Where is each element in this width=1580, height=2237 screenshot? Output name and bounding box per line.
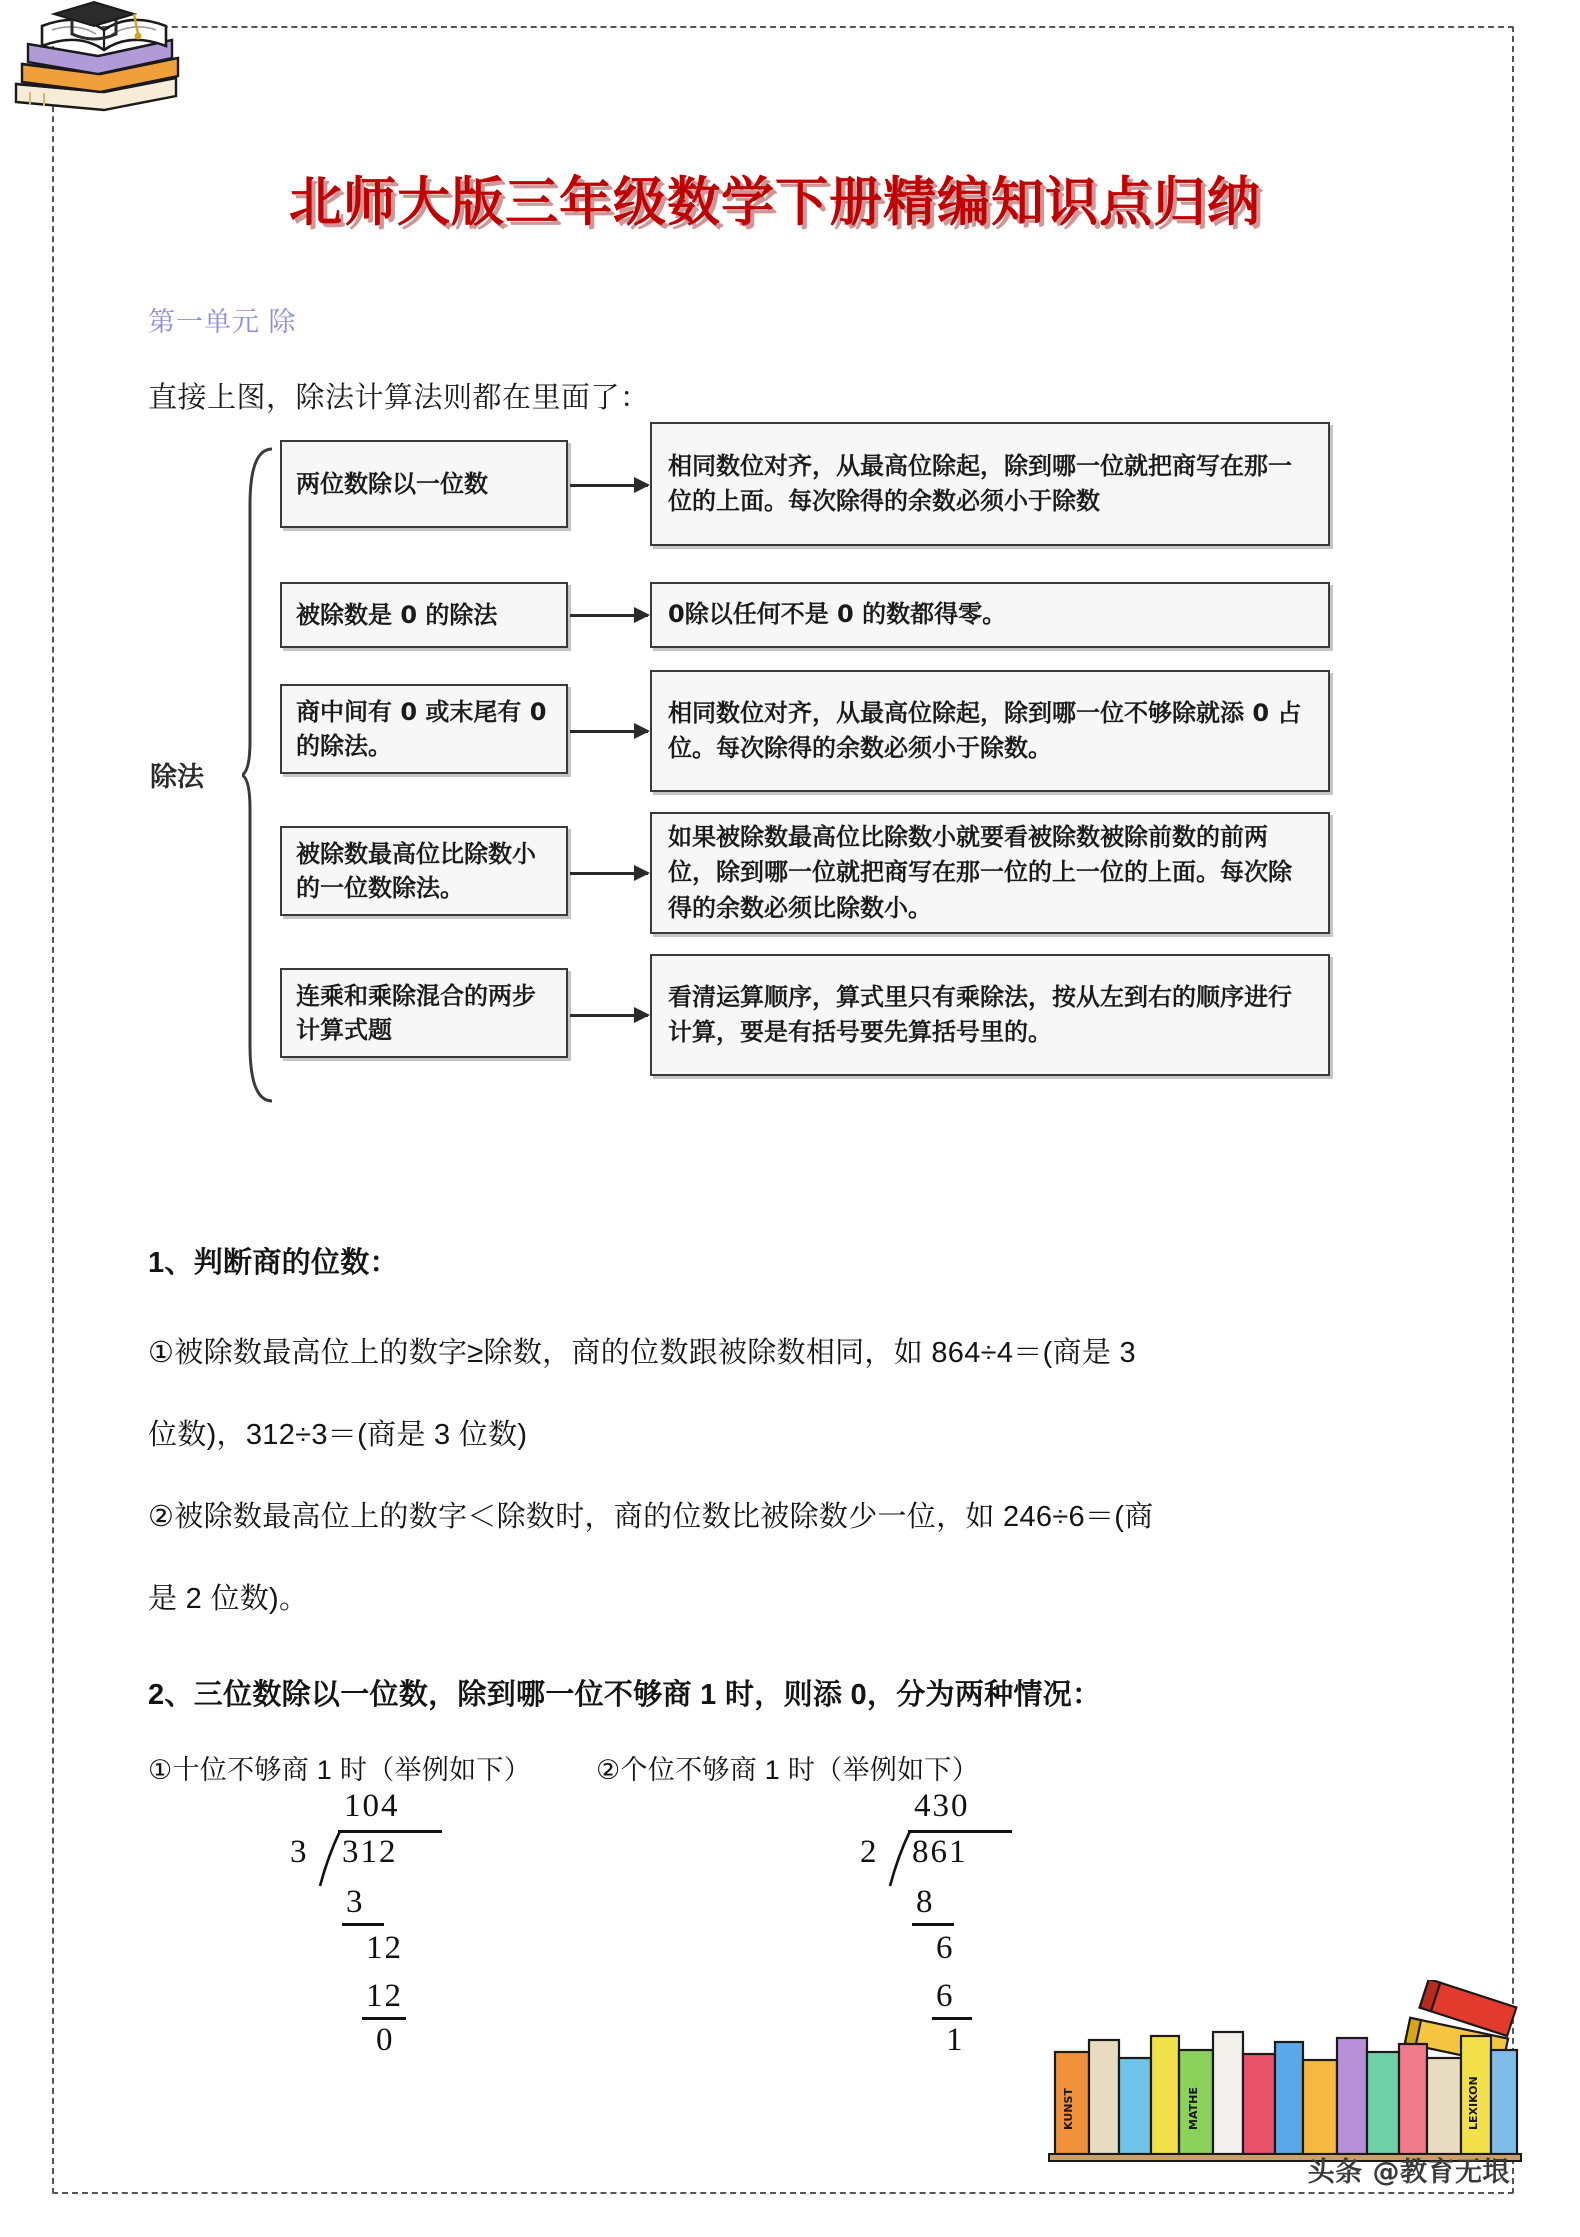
flow-arrow-2 bbox=[570, 614, 648, 617]
ld2-step-3: 6 bbox=[936, 1978, 955, 2014]
flow-arrow-1 bbox=[570, 484, 648, 487]
ld2-rule-2 bbox=[932, 2017, 972, 2020]
flow-rule-text-5: 看清运算顺序，算式里只有乘除法，按从左到右的顺序进行计算，要是有括号要先算括号里的。 bbox=[668, 982, 1292, 1046]
flow-rule-text-3: 相同数位对齐，从最高位除起，除到哪一位不够除就添 0 占位。每次除得的余数必须小于除数。 bbox=[668, 698, 1302, 762]
flow-rule-box-4 bbox=[650, 812, 1330, 934]
ld1-vinculum bbox=[338, 1830, 442, 1833]
flow-rule-text-1: 相同数位对齐，从最高位除起，除到哪一位就把商写在那一位的上面。每次除得的余数必须小于除数 bbox=[668, 451, 1292, 515]
bookshelf-row-icon bbox=[1045, 1980, 1525, 2165]
flow-rule-box-3 bbox=[650, 670, 1330, 792]
flow-rule-text-4: 如果被除数最高位比除数小就要看被除数被除前数的前两位，除到哪一位就把商写在那一位的上一位的上面。每次除得的余数必须比除数小。 bbox=[668, 823, 1292, 922]
section-1-heading: 1、判断商的位数： bbox=[148, 1247, 399, 1279]
ld1-step-3: 12 bbox=[366, 1978, 403, 2014]
flow-topic-text-4: 被除数最高位比除数小的一位数除法。 bbox=[296, 839, 536, 902]
unit-heading: 第一单元 除 bbox=[148, 307, 297, 337]
ld2-rule-1 bbox=[912, 1923, 954, 1926]
watermark-text: 头条 @教育无垠 bbox=[1307, 2157, 1510, 2188]
ld1-step-2: 12 bbox=[366, 1930, 403, 1966]
section-1-paragraph-4: 是 2 位数)。 bbox=[148, 1583, 309, 1615]
flow-arrow-4 bbox=[570, 872, 648, 875]
flow-topic-text-5: 连乘和乘除混合的两步计算式题 bbox=[296, 981, 536, 1044]
flow-topic-box-4 bbox=[280, 826, 568, 916]
ld2-dividend: 861 bbox=[912, 1834, 968, 1870]
ld2-step-4: 1 bbox=[946, 2022, 965, 2058]
ld2-step-1: 8 bbox=[916, 1884, 935, 1920]
flow-topic-text-3: 商中间有 0 或末尾有 0 的除法。 bbox=[296, 697, 547, 760]
flow-rule-box-5 bbox=[650, 954, 1330, 1076]
svg-text:KUNST: KUNST bbox=[1062, 2088, 1075, 2130]
ld2-divisor: 2 bbox=[860, 1834, 877, 1870]
flow-arrow-3 bbox=[570, 730, 648, 733]
ld1-step-1: 3 bbox=[346, 1884, 365, 1920]
ld1-bracket-icon bbox=[318, 1830, 344, 1895]
ld2-step-2: 6 bbox=[936, 1930, 955, 1966]
ld2-vinculum bbox=[908, 1830, 1012, 1833]
stacked-books-icon bbox=[8, 0, 193, 112]
intro-line: 直接上图，除法计算法则都在里面了： bbox=[148, 382, 650, 414]
flowchart-root-label: 除法 bbox=[150, 762, 204, 793]
section-1-paragraph-1: ①被除数最高位上的数字≥除数，商的位数跟被除数相同，如 864÷4＝(商是 3 bbox=[148, 1337, 1136, 1369]
section-1-paragraph-3: ②被除数最高位上的数字＜除数时，商的位数比被除数少一位，如 246÷6＝(商 bbox=[148, 1501, 1154, 1533]
flow-arrow-5 bbox=[570, 1014, 648, 1017]
flow-rule-text-2: 0除以任何不是 0 的数都得零。 bbox=[668, 600, 1007, 629]
flow-topic-text-1: 两位数除以一位数 bbox=[296, 469, 488, 498]
page-title: 北师大版三年级数学下册精编知识点归纳 bbox=[289, 172, 1261, 233]
flow-topic-box-5 bbox=[280, 968, 568, 1058]
ld1-divisor: 3 bbox=[290, 1834, 307, 1870]
ld1-dividend: 312 bbox=[342, 1834, 398, 1870]
ld1-rule-2 bbox=[362, 2017, 406, 2020]
section-2-sublabel-2: ②个位不够商 1 时（举例如下） bbox=[596, 1755, 980, 1785]
ld2-bracket-icon bbox=[888, 1830, 914, 1895]
ld1-step-4: 0 bbox=[376, 2022, 395, 2058]
svg-text:MATHE: MATHE bbox=[1187, 2087, 1200, 2130]
svg-text:LEXIKON: LEXIKON bbox=[1467, 2076, 1480, 2130]
flow-rule-box-1 bbox=[650, 422, 1330, 546]
flow-topic-box-2 bbox=[280, 582, 568, 648]
ld1-rule-1 bbox=[342, 1923, 384, 1926]
flow-rule-box-2 bbox=[650, 582, 1330, 648]
division-flowchart bbox=[150, 440, 1390, 1140]
ld2-quotient: 430 bbox=[914, 1788, 970, 1824]
section-1-paragraph-2: 位数)，312÷3＝(商是 3 位数) bbox=[148, 1419, 528, 1451]
flowchart-brace-icon bbox=[242, 445, 276, 1105]
flow-topic-text-2: 被除数是 0 的除法 bbox=[296, 600, 498, 629]
flow-topic-box-3 bbox=[280, 684, 568, 774]
section-2-heading: 2、三位数除以一位数，除到哪一位不够商 1 时，则添 0，分为两种情况： bbox=[148, 1679, 1102, 1711]
long-division-example-1 bbox=[290, 1788, 510, 2058]
ld1-quotient: 104 bbox=[344, 1788, 400, 1824]
section-2-sublabel-1: ①十位不够商 1 时（举例如下） bbox=[148, 1755, 532, 1785]
flow-topic-box-1 bbox=[280, 440, 568, 528]
